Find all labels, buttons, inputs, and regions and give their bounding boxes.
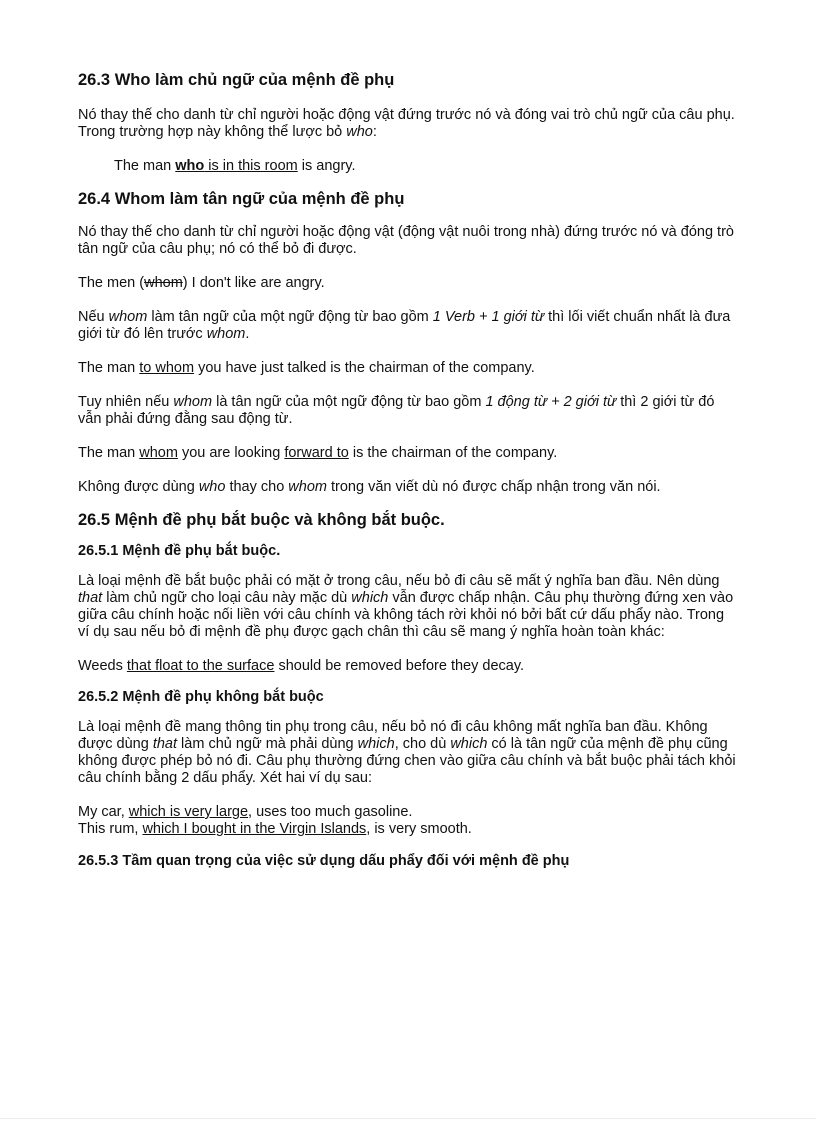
example-26-4-1: The men (whom) I don't like are angry. — [78, 275, 325, 291]
heading-26-5-1: 26.5.1 Mệnh đề phụ bắt buộc. — [78, 543, 281, 559]
example-26-4-3: The man whom you are looking forward to is the chairman of the company. — [78, 445, 558, 461]
paragraph-26-3: Nó thay thế cho danh từ chỉ người hoặc động vật đứng trước nó và đóng vai trò chủ ngữ của câu phụ. Trong trường hợp này không thể lược bỏ who: — [78, 107, 735, 140]
paragraph-26-4-3: Tuy nhiên nếu whom là tân ngữ của một ngữ động từ bao gồm 1 động từ + 2 giới từ thì 2 giới từ đó vẫn phải đứng đằng sau động từ. — [78, 394, 715, 427]
paragraph-26-5-2: Là loại mệnh đề mang thông tin phụ trong câu, nếu bỏ nó đi câu không mất nghĩa ban đầu. Không được dùng that làm chủ ngữ mà phải dùng which, cho dù which có là tân ngữ của mệnh đề phụ cũng không được phép bỏ nó đi. Câu phụ thường đứng chen vào giữa câu chính và bắt buộc phải tách khỏi câu chính bằng 2 dấu phẩy. Xét hai ví dụ sau: — [78, 719, 736, 786]
heading-26-5-2: 26.5.2 Mệnh đề phụ không bắt buộc — [78, 689, 324, 705]
paragraph-26-4-2: Nếu whom làm tân ngữ của một ngữ động từ bao gồm 1 Verb + 1 giới từ thì lối viết chuẩn nhất là đưa giới từ đó lên trước whom. — [78, 309, 731, 342]
heading-26-5: 26.5 Mệnh đề phụ bắt buộc và không bắt buộc. — [78, 511, 445, 529]
paragraph-26-4-4: Không được dùng who thay cho whom trong văn viết dù nó được chấp nhận trong văn nói. — [78, 479, 661, 495]
page-bottom-rule — [0, 1118, 816, 1119]
example-26-4-2: The man to whom you have just talked is the chairman of the company. — [78, 360, 535, 376]
example-26-5-2-2: This rum, which I bought in the Virgin Islands, is very smooth. — [78, 821, 472, 837]
paragraph-26-4-1: Nó thay thế cho danh từ chỉ người hoặc động vật (động vật nuôi trong nhà) đứng trước nó và đóng trò tân ngữ của câu phụ; nó có thể bỏ đi được. — [78, 224, 734, 257]
document-page — [78, 70, 738, 870]
example-26-3: The man who is in this room is angry. — [114, 158, 356, 174]
heading-26-4: 26.4 Whom làm tân ngữ của mệnh đề phụ — [78, 190, 405, 208]
example-26-5-2-1: My car, which is very large, uses too much gasoline. — [78, 804, 413, 820]
heading-26-5-3: 26.5.3 Tầm quan trọng của việc sử dụng dấu phẩy đối với mệnh đề phụ — [78, 853, 570, 869]
paragraph-26-5-1: Là loại mệnh đề bắt buộc phải có mặt ở trong câu, nếu bỏ đi câu sẽ mất ý nghĩa ban đầu. Nên dùng that làm chủ ngữ cho loại câu này mặc dù which vẫn được chấp nhận. Câu phụ thường đứng xen vào giữa câu chính hoặc nối liền với câu chính và không tách rời khỏi nó bởi bất cứ dấu phẩy nào. Trong ví dụ sau nếu bỏ đi mệnh đề phụ được gạch chân thì câu sẽ mang ý nghĩa hoàn toàn khác: — [78, 573, 734, 640]
heading-26-3: 26.3 Who làm chủ ngữ của mệnh đề phụ — [78, 71, 395, 89]
example-26-5-1: Weeds that float to the surface should be removed before they decay. — [78, 658, 525, 674]
